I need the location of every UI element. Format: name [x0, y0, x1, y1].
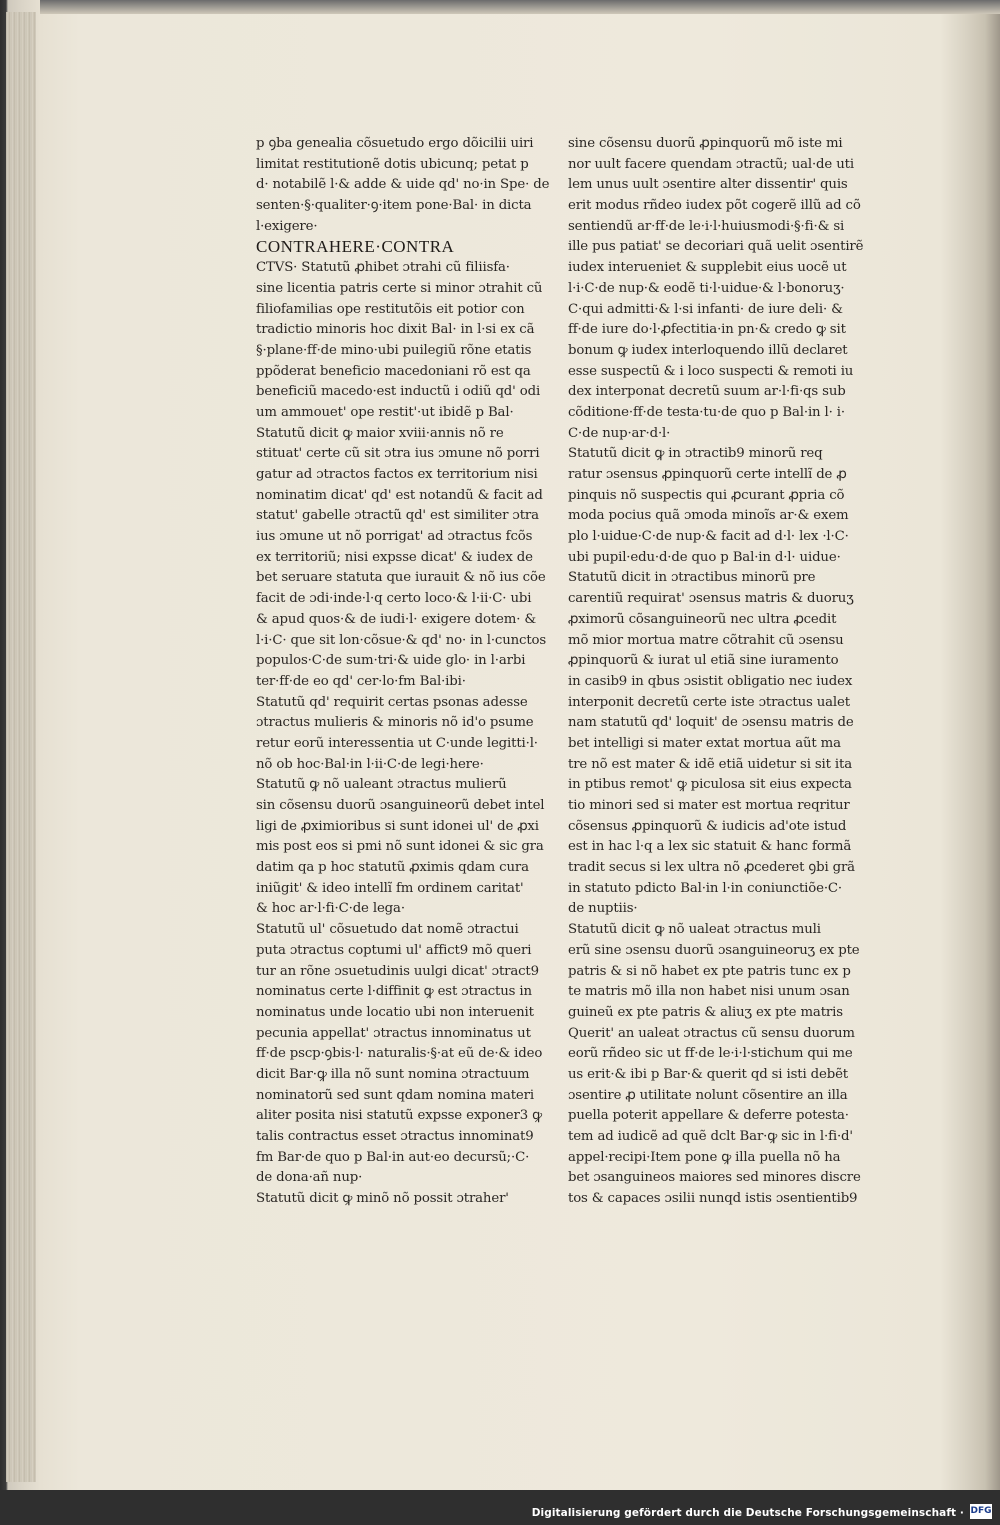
text-line: aliter posita nisi statutũ expsse exponer3 ꝙ [256, 1108, 542, 1124]
text-line: bet ɔsanguineos maiores sed minores discre [568, 1170, 861, 1186]
text-line: ter·ff·de eo qd' cer·lo·fm Bal·ibi· [256, 673, 466, 689]
text-line: & hoc ar·l·fi·C·de lega· [256, 901, 405, 917]
text-line: tio minori sed si mater est mortua reqritur [568, 798, 850, 813]
text-line: carentiũ requirat' ɔsensus matris & duoruʒ [568, 591, 854, 607]
text-line: ille pus patiat' se decoriari quã uelit ɔsentirẽ [568, 239, 864, 255]
page-edges [6, 12, 36, 1482]
text-line: Statutũ dicit ꝙ minõ nõ possit ɔtraher' [256, 1191, 509, 1207]
text-line: sine cõsensu duorũ ꝓpinquorũ mõ iste mi [568, 136, 843, 151]
text-line: Statutũ dicit in ɔtractibus minorũ pre [568, 570, 816, 586]
text-line: iudex interueniet & supplebit eius uocẽ ut [568, 260, 847, 276]
text-line: ratur ɔsensus ꝓpinquorũ certe intellĩ de ꝓ [568, 467, 847, 482]
text-line: talis contractus esset ɔtractus innominat9 [256, 1129, 534, 1144]
text-line: patris & si nõ habet ex pte patris tunc ex p [568, 963, 851, 979]
text-line: nor uult facere quendam ɔtractũ; ual·de uti [568, 156, 854, 172]
dfg-logo: DFG [970, 1504, 992, 1519]
text-line: ꝓpinquorũ & iurat ul etiã sine iuramento [568, 653, 839, 669]
text-line: pinquis nõ suspectis qui ꝓcurant ꝓpria cõ [568, 487, 845, 503]
text-line: C·qui admitti·& l·si infanti· de iure deli· & [568, 301, 843, 317]
text-line: nominatim dicat' qd' est notandũ & facit ad [256, 487, 543, 503]
text-line: gatur ad ɔtractos factos ex territorium nisi [256, 467, 538, 482]
text-line: senten·§·qualiter·ꝯ·item pone·Bal· in dicta [256, 198, 532, 214]
text-line: tre nõ est mater & idẽ etiã uidetur si sit ita [568, 756, 852, 772]
text-line: in statuto pdicto Bal·in l·in coniunctiõe·C· [568, 880, 843, 896]
text-line: nõ ob hoc·Bal·in l·ii·C·de legi·here· [256, 756, 484, 772]
text-line: in casib9 in qbus ɔsistit obligatio nec iudex [568, 673, 853, 689]
text-line: ff·de pscp·ꝯbis·l· naturalis·§·at eũ de·& ideo [256, 1046, 543, 1062]
text-line: erũ sine ɔsensu duorũ ɔsanguineoruʒ ex pte [568, 942, 860, 958]
text-line: & apud quos·& de iudi·l· exigere dotem· & [256, 611, 537, 627]
text-line: CTVS· Statutũ ꝓhibet ɔtrahi cũ filiisfa· [256, 260, 510, 276]
text-line: bet seruare statuta que iurauit & nõ ius cõe [256, 570, 546, 586]
text-line: in ptibus remot' ꝙ piculosa sit eius expecta [568, 777, 852, 793]
text-line: ꝓximorũ cõsanguineorũ nec ultra ꝓcedit [568, 611, 837, 627]
text-line: us erit·& ibi p Bar·& querit qd si isti debẽt [568, 1066, 848, 1082]
text-line: lem unus uult ɔsentire alter dissentir' quis [568, 177, 848, 193]
text-line: l·i·C·de nup·& eodẽ ti·l·uidue·& l·bonoruʒ· [568, 280, 845, 296]
funding-notice: Digitalisierung gefördert durch die Deutsche Forschungsgemeinschaft · [531, 1507, 964, 1519]
text-line: moda pocius quã ɔmoda minoĩs ar·& exem [568, 508, 849, 524]
text-line: l·exigere· [256, 218, 318, 234]
text-line: est in hac l·q a lex sic statuit & hanc formã [568, 839, 852, 855]
text-line: mis post eos si pmi nõ sunt idonei & sic gra [256, 839, 544, 855]
text-line: tradictio minoris hoc dixit Bal· in l·si ex cã [256, 322, 535, 338]
text-line: plo l·uidue·C·de nup·& facit ad d·l· lex ·l·C· [568, 529, 849, 545]
text-line: Statutũ qd' requirit certas psonas adesse [256, 694, 528, 710]
text-line: puella poterit appellare & deferre potesta· [568, 1108, 849, 1124]
text-line: ex territoriũ; nisi expsse dicat' & iudex de [256, 549, 533, 565]
text-line: Statutũ ꝙ nõ ualeant ɔtractus mulierũ [256, 777, 507, 793]
text-line: p ꝯba genealia cõsuetudo ergo dõicilii uiri [256, 136, 534, 151]
text-line: retur eorũ interessentia ut C·unde legitti·l· [256, 735, 538, 751]
text-line: ius ɔmune ut nõ porrigat' ad ɔtractus fcõs [256, 529, 533, 545]
text-line: C·de nup·ar·d·l· [568, 425, 671, 441]
text-line: dex interponat decretũ suum ar·l·fi·qs sub [568, 384, 846, 400]
text-line: cõditione·ff·de testa·tu·de quo p Bal·in l· i· [568, 404, 845, 420]
text-line: Statutũ dicit ꝙ maior xviii·annis nõ re [256, 425, 504, 441]
text-line: sine licentia patris certe si minor ɔtrahit cũ [256, 280, 543, 296]
text-line: ppõderat beneficio macedoniani rõ est qa [256, 363, 531, 379]
text-line: ɔsentire ꝓ utilitate nolunt cõsentire an illa [568, 1087, 848, 1103]
text-line: iniũgit' & ideo intellĩ fm ordinem caritat' [256, 880, 524, 896]
text-line: um ammouet' ope restit'·ut ibidẽ p Bal· [256, 404, 514, 420]
text-line: pecunia appellat' ɔtractus innominatus ut [256, 1025, 531, 1041]
text-line: ligi de ꝓximioribus si sunt idonei ul' de ꝓxi [256, 818, 539, 834]
text-line: interponit decretũ certe iste ɔtractus ualet [568, 694, 850, 710]
text-line: nam statutũ qd' loquit' de ɔsensu matris de [568, 715, 854, 731]
text-line: Statutũ dicit ꝙ in ɔtractib9 minorũ req [568, 446, 823, 462]
text-line: nominatorũ sed sunt qdam nomina materi [256, 1087, 534, 1103]
text-line: mõ mior mortua matre cõtrahit cũ ɔsensu [568, 632, 844, 648]
text-column-right [568, 134, 864, 1210]
text-line: l·i·C· que sit lon·cõsue·& qd' no· in l·cunctos [256, 632, 547, 648]
text-line: nominatus unde locatio ubi non interuenit [256, 1004, 534, 1020]
text-line: nominatus certe l·diffinit ꝙ est ɔtractus in [256, 984, 532, 1000]
section-heading: CONTRAHERE·CONTRA [256, 237, 455, 257]
text-line: erit modus rñdeo iudex põt cogerẽ illũ ad cõ [568, 198, 861, 214]
text-line: ubi pupil·edu·d·de quo p Bal·in d·l· uidue· [568, 549, 841, 565]
text-line: bonum ꝙ iudex interloquendo illũ declaret [568, 342, 848, 358]
text-line: bet intelligi si mater extat mortua aũt ma [568, 735, 841, 751]
text-line: beneficiũ macedo·est inductũ i odiũ qd' odi [256, 384, 541, 400]
text-line: limitat restitutionẽ dotis ubicunq; petat p [256, 156, 529, 172]
text-line: tos & capaces ɔsilii nunqd istis ɔsentientib9 [568, 1191, 858, 1207]
text-line: Statutũ dicit ꝙ nõ ualeat ɔtractus muli [568, 922, 821, 938]
text-line: datim qa p hoc statutũ ꝓximis qdam cura [256, 860, 529, 876]
text-line: de nuptiis· [568, 901, 638, 917]
text-line: populos·C·de sum·tri·& uide glo· in l·arbi [256, 653, 526, 669]
text-column-left [256, 134, 550, 1210]
text-line: tradit secus si lex ultra nõ ꝓcederet ꝯbi grã [568, 860, 855, 876]
top-shadow [40, 0, 1000, 14]
text-line: esse suspectũ & i loco suspecti & remoti iu [568, 363, 854, 379]
text-line: ff·de iure do·l·ꝓfectitia·in pn·& credo ꝙ sit [568, 322, 846, 338]
text-line: filiofamilias ope restitutõis eit potior con [256, 301, 525, 317]
text-line: te matris mõ illa non habet nisi unum ɔsan [568, 984, 850, 1000]
text-line: statut' gabelle ɔtractũ qd' est similiter ɔtra [256, 508, 539, 524]
text-line: tem ad iudicẽ ad quẽ dclt Bar·ꝙ sic in l·fi·d' [568, 1129, 853, 1144]
text-line: guineũ ex pte patris & aliuʒ ex pte matris [568, 1004, 843, 1020]
text-line: d· notabilẽ l·& adde & uide qd' no·in Spe· de [256, 177, 550, 193]
text-line: puta ɔtractus coptumi ul' affict9 mõ queri [256, 942, 532, 958]
text-line: fm Bar·de quo p Bal·in aut·eo decursũ;·C· [256, 1149, 530, 1165]
text-line: ɔtractus mulieris & minoris nõ id'o psume [256, 715, 534, 731]
text-line: facit de ɔdi·inde·l·q certo loco·& l·ii·C· ubi [256, 591, 532, 607]
text-line: Querit' an ualeat ɔtractus cũ sensu duorum [568, 1025, 855, 1041]
text-line: appel·recipi·Item pone ꝙ illa puella nõ ha [568, 1149, 841, 1165]
text-line: de dona·añ nup· [256, 1170, 363, 1186]
text-line: eorũ rñdeo sic ut ff·de le·i·l·stichum qui me [568, 1046, 853, 1062]
text-line: stituat' certe cũ sit ɔtra ius ɔmune nõ porri [256, 446, 540, 462]
text-line: Statutũ ul' cõsuetudo dat nomẽ ɔtractui [256, 922, 519, 938]
text-line: sin cõsensu duorũ ɔsanguineorũ debet intel [256, 798, 545, 813]
text-line: sentiendũ ar·ff·de le·i·l·huiusmodi·§·fi·& si [568, 218, 845, 234]
text-line: tur an rõne ɔsuetudinis uulgi dicat' ɔtract9 [256, 963, 539, 979]
text-line: §·plane·ff·de mino·ubi puilegiũ rõne etatis [256, 342, 532, 358]
text-line: cõsensus ꝓpinquorũ & iudicis ad'ote istud [568, 818, 847, 834]
text-line: dicit Bar·ꝙ illa nõ sunt nomina ɔtractuum [256, 1066, 530, 1082]
